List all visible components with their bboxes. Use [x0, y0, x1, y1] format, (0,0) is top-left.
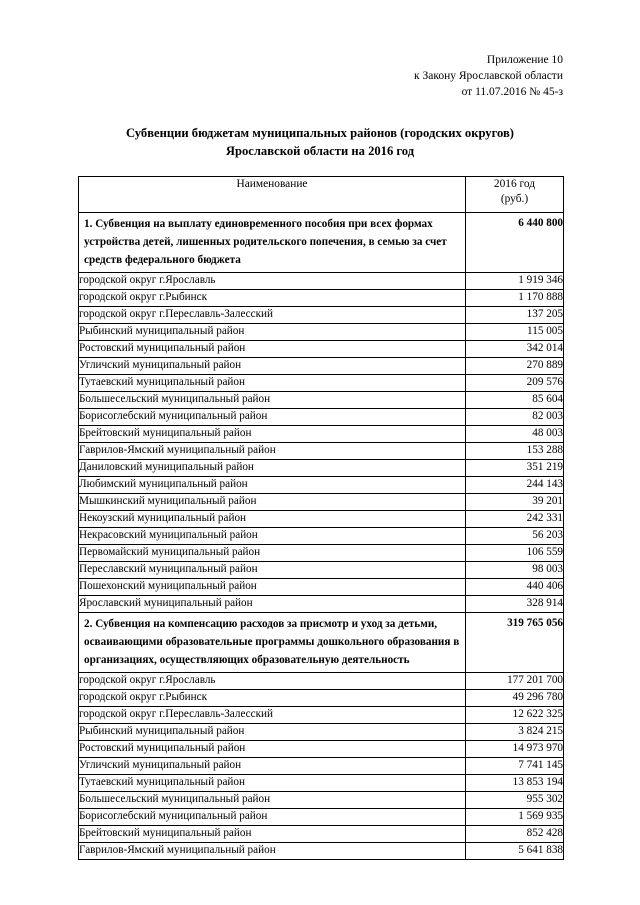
amount-cell: 955 302 — [466, 792, 564, 809]
municipality-name-cell: Борисоглебский муниципальный район — [79, 809, 466, 826]
amount-cell: 3 824 215 — [466, 724, 564, 741]
amount-cell: 115 005 — [466, 324, 564, 341]
table-section-row — [79, 213, 564, 273]
table-row — [79, 826, 564, 843]
municipality-name-cell: Ростовский муниципальный район — [79, 341, 466, 358]
amount-cell: 7 741 145 — [466, 758, 564, 775]
table-row — [79, 528, 564, 545]
amount-cell: 1 170 888 — [466, 290, 564, 307]
section-total-cell: 319 765 056 — [466, 613, 564, 673]
table-row — [79, 724, 564, 741]
column-header-value-year: 2016 год — [493, 178, 536, 190]
amount-cell: 82 003 — [466, 409, 564, 426]
subventions-table — [78, 176, 564, 860]
table-row — [79, 579, 564, 596]
table-header-row — [79, 177, 564, 213]
municipality-name-cell: Брейтовский муниципальный район — [79, 426, 466, 443]
municipality-name-cell: Тутаевский муниципальный район — [79, 775, 466, 792]
table-row — [79, 358, 564, 375]
table-row — [79, 324, 564, 341]
municipality-name-cell: Борисоглебский муниципальный район — [79, 409, 466, 426]
column-header-value-unit: (руб.) — [500, 193, 529, 205]
municipality-name-cell: городской округ г.Ярославль — [79, 673, 466, 690]
appendix-line-3: от 11.07.2016 № 45-з — [461, 86, 563, 98]
amount-cell: 328 914 — [466, 596, 564, 613]
table-section-row — [79, 613, 564, 673]
municipality-name-cell: Большесельский муниципальный район — [79, 392, 466, 409]
municipality-name-cell: Гаврилов-Ямский муниципальный район — [79, 443, 466, 460]
amount-cell: 852 428 — [466, 826, 564, 843]
amount-cell: 14 973 970 — [466, 741, 564, 758]
table-row — [79, 596, 564, 613]
table-row — [79, 375, 564, 392]
municipality-name-cell: Некрасовский муниципальный район — [79, 528, 466, 545]
municipality-name-cell: Брейтовский муниципальный район — [79, 826, 466, 843]
amount-cell: 56 203 — [466, 528, 564, 545]
municipality-name-cell: городской округ г.Переславль-Залесский — [79, 307, 466, 324]
table-row — [79, 409, 564, 426]
column-header-value — [466, 177, 564, 213]
amount-cell: 351 219 — [466, 460, 564, 477]
amount-cell: 137 205 — [466, 307, 564, 324]
appendix-reference — [414, 52, 563, 100]
section-total-cell: 6 440 800 — [466, 213, 564, 273]
table-row — [79, 443, 564, 460]
amount-cell: 153 288 — [466, 443, 564, 460]
table-row — [79, 545, 564, 562]
table-header — [79, 177, 564, 213]
municipality-name-cell: Первомайский муниципальный район — [79, 545, 466, 562]
municipality-name-cell: Рыбинский муниципальный район — [79, 724, 466, 741]
amount-cell: 440 406 — [466, 579, 564, 596]
amount-cell: 244 143 — [466, 477, 564, 494]
appendix-line-2: к Закону Ярославской области — [414, 70, 563, 82]
table-row — [79, 673, 564, 690]
table-row — [79, 775, 564, 792]
table-row — [79, 843, 564, 860]
amount-cell: 39 201 — [466, 494, 564, 511]
amount-cell: 209 576 — [466, 375, 564, 392]
amount-cell: 98 003 — [466, 562, 564, 579]
table-row — [79, 426, 564, 443]
amount-cell: 5 641 838 — [466, 843, 564, 860]
table-row — [79, 273, 564, 290]
page-title-line-2: Ярославской области на 2016 год — [225, 144, 415, 158]
section-title-cell: 2. Субвенция на компенсацию расходов за присмотр и уход за детьми, осваивающими образовательные программы дошкольного образования в организациях, осуществляющих образовательную деятельность — [79, 613, 466, 673]
municipality-name-cell: городской округ г.Рыбинск — [79, 290, 466, 307]
municipality-name-cell: городской округ г.Ярославль — [79, 273, 466, 290]
municipality-name-cell: Рыбинский муниципальный район — [79, 324, 466, 341]
amount-cell: 242 331 — [466, 511, 564, 528]
municipality-name-cell: Пошехонский муниципальный район — [79, 579, 466, 596]
table-row — [79, 511, 564, 528]
table-row — [79, 562, 564, 579]
municipality-name-cell: городской округ г.Переславль-Залесский — [79, 707, 466, 724]
amount-cell: 13 853 194 — [466, 775, 564, 792]
table-row — [79, 494, 564, 511]
table-row — [79, 809, 564, 826]
municipality-name-cell: Большесельский муниципальный район — [79, 792, 466, 809]
page-title — [60, 124, 580, 160]
municipality-name-cell: Любимский муниципальный район — [79, 477, 466, 494]
municipality-name-cell: Угличский муниципальный район — [79, 358, 466, 375]
table-row — [79, 707, 564, 724]
table-row — [79, 307, 564, 324]
municipality-name-cell: Тутаевский муниципальный район — [79, 375, 466, 392]
table-row — [79, 290, 564, 307]
table-row — [79, 341, 564, 358]
amount-cell: 12 622 325 — [466, 707, 564, 724]
table-body — [79, 213, 564, 860]
amount-cell: 49 296 780 — [466, 690, 564, 707]
amount-cell: 48 003 — [466, 426, 564, 443]
municipality-name-cell: городской округ г.Рыбинск — [79, 690, 466, 707]
amount-cell: 177 201 700 — [466, 673, 564, 690]
section-title-cell: 1. Субвенция на выплату единовременного пособия при всех формах устройства детей, лишенных родительского попечения, в семью за счет средств федерального бюджета — [79, 213, 466, 273]
table-row — [79, 758, 564, 775]
amount-cell: 270 889 — [466, 358, 564, 375]
table-row — [79, 690, 564, 707]
table-row — [79, 392, 564, 409]
subventions-table-container — [78, 176, 563, 860]
amount-cell: 85 604 — [466, 392, 564, 409]
column-header-name: Наименование — [79, 177, 466, 213]
amount-cell: 342 014 — [466, 341, 564, 358]
municipality-name-cell: Ростовский муниципальный район — [79, 741, 466, 758]
municipality-name-cell: Ярославский муниципальный район — [79, 596, 466, 613]
municipality-name-cell: Мышкинский муниципальный район — [79, 494, 466, 511]
page-title-line-1: Субвенции бюджетам муниципальных районов (городских округов) — [126, 126, 514, 140]
amount-cell: 106 559 — [466, 545, 564, 562]
municipality-name-cell: Переславский муниципальный район — [79, 562, 466, 579]
table-row — [79, 460, 564, 477]
table-row — [79, 477, 564, 494]
table-row — [79, 741, 564, 758]
appendix-line-1: Приложение 10 — [486, 54, 563, 66]
amount-cell: 1 919 346 — [466, 273, 564, 290]
municipality-name-cell: Гаврилов-Ямский муниципальный район — [79, 843, 466, 860]
municipality-name-cell: Угличский муниципальный район — [79, 758, 466, 775]
table-row — [79, 792, 564, 809]
municipality-name-cell: Даниловский муниципальный район — [79, 460, 466, 477]
amount-cell: 1 569 935 — [466, 809, 564, 826]
municipality-name-cell: Некоузский муниципальный район — [79, 511, 466, 528]
